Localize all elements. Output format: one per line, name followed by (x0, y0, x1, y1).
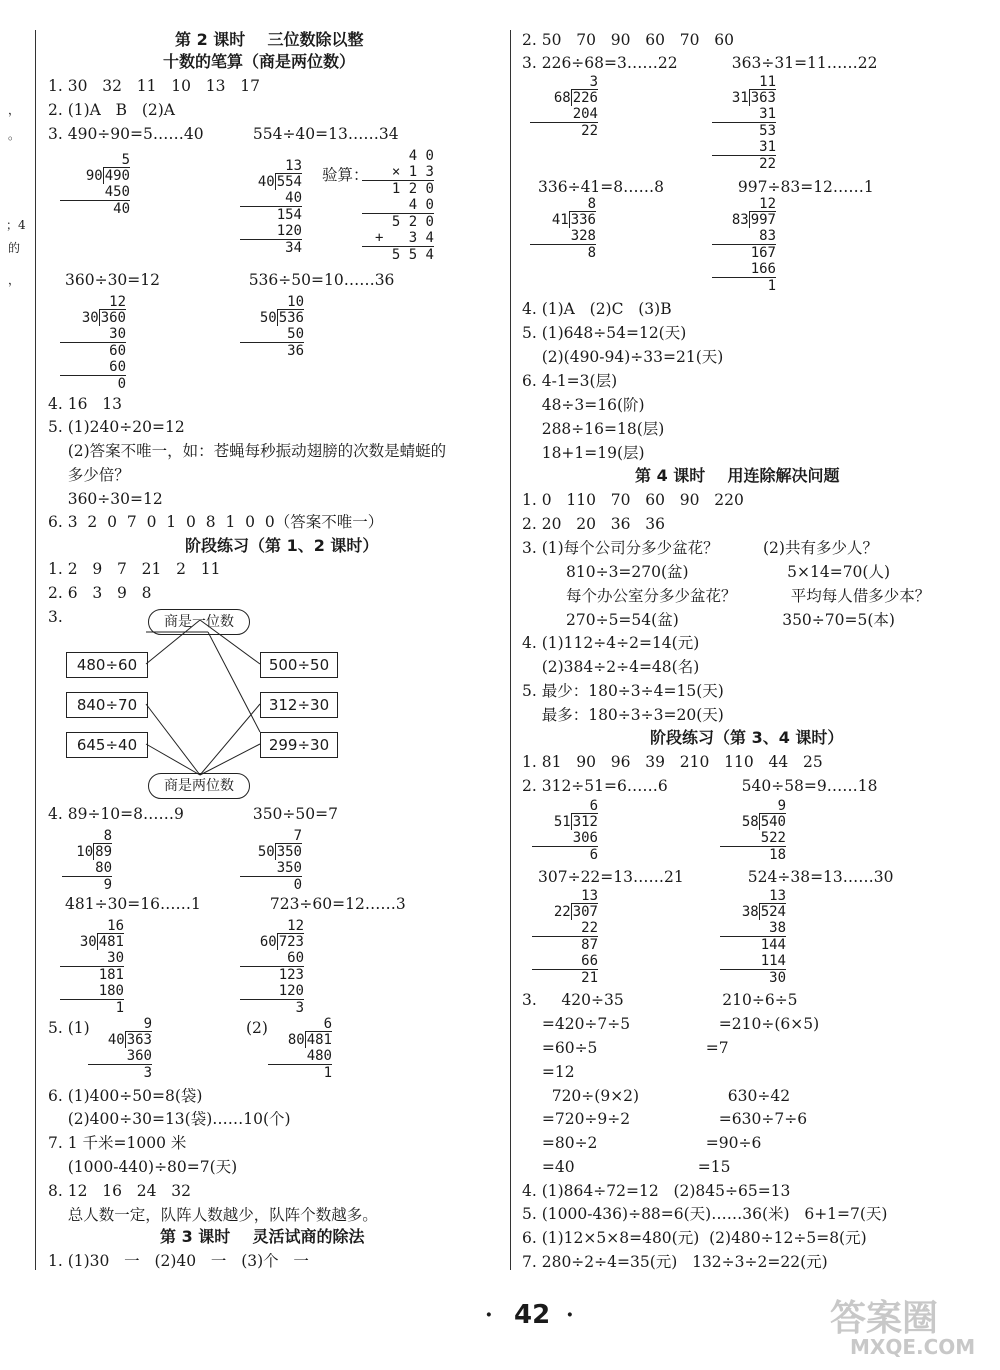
answer-line: 2. (1)A B (2)A (48, 101, 175, 119)
answer-line: 5. (1)648÷54=12(天) (522, 324, 687, 342)
answer-line: 5. (1)240÷20=12 (48, 418, 185, 436)
answer-line: 2. 312÷51=6……6 540÷58=9……18 (522, 777, 878, 795)
answer-line: 48÷3=16(阶) (522, 396, 645, 414)
answer-line: 1. (1)30 一 (2)40 一 (3)个 一 (48, 1252, 309, 1270)
expression-box: 645÷40 (66, 732, 148, 758)
long-division: 3 68 226 204 22 (530, 74, 598, 139)
heading-lesson3: 第 3 课时 灵活试商的除法 (160, 1227, 365, 1246)
answer-line: 4. 89÷10=8……9 350÷50=7 (48, 805, 338, 823)
answer-line: 3. (1)每个公司分多少盆花？ (2)共有多少人？ (522, 539, 878, 557)
long-division: 10 50 536 50 36 (240, 294, 304, 359)
answer-line: (1000-440)÷80=7(天) (48, 1158, 238, 1176)
answer-line: (2)(490-94)÷33=21(天) (522, 348, 724, 366)
answer-line: 2. 20 20 36 36 (522, 515, 665, 533)
expression-box: 500÷50 (260, 652, 338, 678)
heading-lesson2-sub: 十数的笔算（商是两位数） (163, 52, 356, 71)
long-division: 9 58 540 522 18 (720, 798, 786, 863)
label-two-digit-quotient: 商是两位数 (148, 773, 250, 799)
answer-line: 810÷3=270(盆) 5×14=70(人) (566, 563, 891, 581)
sub-question-label: (2) (246, 1019, 268, 1037)
watermark-logo: 答案圈 (830, 1298, 939, 1339)
answer-line: 8. 12 16 24 32 (48, 1182, 191, 1200)
long-division: 6 51 312 306 6 (532, 798, 598, 863)
answer-line: 307÷22=13……21 524÷38=13……30 (538, 868, 894, 886)
long-division: 13 40 554 40 154 120 34 (240, 158, 302, 256)
long-division: 8 10 89 80 9 (62, 828, 112, 893)
answer-line: 总人数一定，队阵人数越少，队阵个数越多。 (48, 1206, 378, 1224)
heading-lesson2: 第 2 课时 三位数除以整 (175, 30, 364, 49)
answer-line: 6. 3 2 0 7 0 1 0 8 1 0 0（答案不唯一） (48, 513, 384, 531)
answer-line: 336÷41=8……8 997÷83=12……1 (538, 178, 874, 196)
answer-line: 7. 1 千米=1000 米 (48, 1134, 187, 1152)
long-division: 16 30 481 30 181 180 1 (60, 918, 124, 1016)
answer-line: 6. (1)12×5×8=480(元) (2)480÷12÷5=8(元) (522, 1229, 867, 1247)
answer-line: 最多：180÷3÷3=20(天) (522, 706, 724, 724)
answer-line: 1. 30 32 11 10 13 17 (48, 77, 260, 95)
expression-box: 312÷30 (260, 692, 338, 718)
answer-line: 720÷(9×2) 630÷42 (532, 1087, 791, 1105)
heading-lesson4: 第 4 课时 用连除解决问题 (635, 466, 840, 485)
long-division: 9 40 363 360 3 (88, 1016, 152, 1081)
answer-line: (2)384÷2÷4=48(名) (522, 658, 700, 676)
answer-line: 5. 最少：180÷3÷4=15(天) (522, 682, 724, 700)
answer-line: 4. (1)A (2)C (3)B (522, 300, 672, 318)
margin-mark: 的 (8, 241, 21, 255)
heading-stage34: 阶段练习（第 3、4 课时） (650, 728, 844, 747)
page-bullet: · (566, 1302, 574, 1328)
answer-line: 4. 16 13 (48, 395, 122, 413)
margin-mark: ， (8, 273, 21, 287)
answer-line: 270÷5=54(盆) 350÷70=5(本) (566, 611, 895, 629)
answer-line: 2. 50 70 90 60 70 60 (522, 31, 734, 49)
answer-line: 3. (48, 608, 63, 626)
long-division: 12 83 997 83 167 166 1 (712, 196, 776, 294)
expression-box: 299÷30 (260, 732, 338, 758)
watermark-url: MXQE.COM (850, 1335, 976, 1359)
answer-line: 1. 0 110 70 60 90 220 (522, 491, 744, 509)
answer-line: 每个办公室分多少盆花？ 平均每人借多少本？ (566, 587, 931, 605)
answer-line: 1. 81 90 96 39 210 110 44 25 (522, 753, 823, 771)
label-one-digit-quotient: 商是一位数 (148, 609, 250, 635)
answer-line: 7. 280÷2÷4=35(元) 132÷3÷2=22(元) (522, 1253, 828, 1271)
long-division: 13 22 307 22 87 66 21 (532, 888, 598, 986)
long-division: 11 31 363 31 53 31 22 (712, 74, 776, 172)
page-number: 42 (514, 1300, 551, 1330)
answer-line: 5. (1000-436)÷88=6(天)……36(米) 6+1=7(天) (522, 1205, 888, 1223)
long-division: 12 30 360 30 60 60 0 (60, 294, 126, 392)
check-label: 验算： (322, 166, 369, 184)
long-division: 7 50 350 350 0 (240, 828, 302, 893)
long-division: 12 60 723 60 123 120 3 (240, 918, 304, 1016)
answer-line: =720÷9÷2 =630÷7÷6 (532, 1110, 808, 1128)
answer-line: 3. 226÷68=3……22 363÷31=11……22 (522, 54, 878, 72)
answer-line: 1. 2 9 7 21 2 11 (48, 560, 221, 578)
expression-box: 480÷60 (66, 652, 148, 678)
answer-line: 3. 420÷35 210÷6÷5 (522, 991, 798, 1009)
margin-mark: 。 (8, 128, 21, 142)
answer-line: 4. (1)112÷4÷2=14(元) (522, 634, 700, 652)
answer-line: 360÷30=12 (48, 490, 163, 508)
answer-line: 481÷30=16……1 723÷60=12……3 (65, 895, 406, 913)
answer-line: =80÷2 =90÷6 (532, 1134, 762, 1152)
long-division: 8 41 336 328 8 (530, 196, 596, 261)
answer-line: =40 =15 (532, 1158, 731, 1176)
long-division: 5 90 490 450 40 (60, 152, 130, 217)
answer-line: 2. 6 3 9 8 (48, 584, 152, 602)
margin-mark: ；4 (6, 218, 26, 232)
answer-line: 6. 4-1=3(层) (522, 372, 618, 390)
answer-line: =12 (532, 1063, 575, 1081)
answer-line: =420÷7÷5 =210÷(6×5) (532, 1015, 820, 1033)
answer-line: =60÷5 =7 (532, 1039, 729, 1057)
answer-line: 6. (1)400÷50=8(袋) (48, 1087, 203, 1105)
answer-line: (2)400÷30=13(袋)……10(个) (48, 1110, 291, 1128)
long-division: 13 38 524 38 144 114 30 (720, 888, 786, 986)
answer-line: 18+1=19(层) (522, 444, 645, 462)
page-bullet: · (485, 1302, 493, 1328)
margin-mark: ， (8, 103, 21, 117)
left-rule (35, 30, 36, 1270)
answer-line: 多少倍？ (48, 466, 130, 484)
answer-line: 3. 490÷90=5……40 554÷40=13……34 (48, 125, 399, 143)
expression-box: 840÷70 (66, 692, 148, 718)
answer-line: 5. (1) (48, 1019, 90, 1037)
heading-stage12: 阶段练习（第 1、2 课时） (185, 536, 379, 555)
answer-line: (2)答案不唯一，如：苍蝇每秒振动翅膀的次数是蜻蜓的 (48, 442, 447, 460)
answer-line: 288÷16=18(层) (522, 420, 665, 438)
answer-line: 4. (1)864÷72=12 (2)845÷65=13 (522, 1182, 791, 1200)
long-division: 6 80 481 480 1 (268, 1016, 332, 1081)
check-multiplication: 4 0 × 1 3 1 2 0 4 0 5 2 0 + 3 4 5 5 4 (362, 148, 434, 263)
center-rule (510, 30, 511, 1270)
answer-line: 360÷30=12 536÷50=10……36 (65, 271, 395, 289)
